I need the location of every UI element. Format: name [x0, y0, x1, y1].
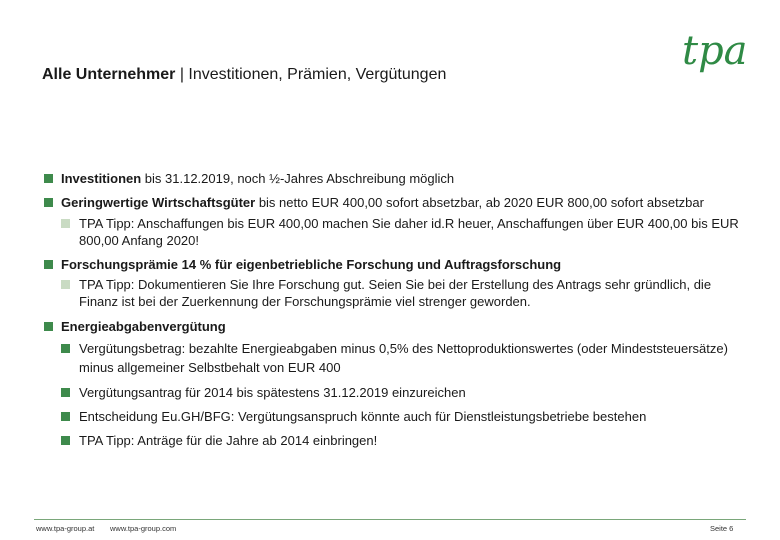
tpa-logo — [680, 22, 756, 86]
item-bold: Geringwertige Wirtschaftsgüter — [61, 195, 256, 210]
bullet-square-icon — [61, 219, 70, 228]
sub-item-entscheidung — [42, 407, 742, 426]
bullet-square-icon — [61, 436, 70, 445]
bullet-square-icon — [61, 412, 70, 421]
sub-item-gwg-tipp — [42, 215, 742, 249]
item-bold: Energieabgabenvergütung — [61, 319, 226, 334]
bullet-square-icon — [61, 344, 70, 353]
bullet-item-gwg — [42, 194, 742, 211]
footer-link-com[interactable]: www.tpa-group.com — [110, 524, 177, 533]
sub-item-text: TPA Tipp: Anträge für die Jahre ab 2014 einbringen! — [79, 433, 378, 448]
bullet-square-icon — [61, 388, 70, 397]
sub-item-forschung-tipp — [42, 276, 742, 310]
bullet-item-investitionen — [42, 170, 742, 187]
bullet-square-icon — [44, 322, 53, 331]
page-number: Seite 6 — [710, 524, 734, 533]
bullet-item-forschungspraemie — [42, 256, 742, 273]
logo-text: tpa — [682, 28, 748, 74]
slide-title — [42, 66, 446, 84]
bullet-square-icon — [44, 174, 53, 183]
footer-divider — [34, 519, 746, 520]
sub-item-text: Vergütungsbetrag: bezahlte Energieabgaben minus 0,5% des Nettoproduktionswertes (oder Mindeststeuersätze) minus allgemeiner Selbstbehalt von EUR 400 — [79, 341, 728, 375]
sub-item-text: Entscheidung Eu.GH/BFG: Vergütungsanspruch könnte auch für Dienstleistungsbetriebe bestehen — [79, 409, 647, 424]
title-rest: | Investitionen, Prämien, Vergütungen — [175, 66, 447, 83]
sub-item-text: TPA Tipp: Anschaffungen bis EUR 400,00 machen Sie daher id.R heuer, Anschaffungen über EUR 400,00 bis EUR 800,00 Anfang 2020! — [79, 216, 739, 248]
item-text: bis netto EUR 400,00 sofort absetzbar, ab 2020 EUR 800,00 sofort absetzbar — [255, 195, 704, 210]
sub-item-verguetungsbetrag — [42, 339, 742, 377]
sub-item-verguetungsantrag — [42, 383, 742, 402]
bullet-item-energieabgaben — [42, 318, 742, 335]
item-text: bis 31.12.2019, noch ½-Jahres Abschreibung möglich — [141, 171, 455, 186]
title-bold: Alle Unternehmer — [42, 66, 176, 83]
bullet-square-icon — [61, 280, 70, 289]
item-bold: Investitionen — [61, 171, 142, 186]
item-bold: Forschungsprämie 14 % für eigenbetriebliche Forschung und Auftragsforschung — [61, 257, 562, 272]
bullet-square-icon — [44, 260, 53, 269]
sub-item-energie-tipp — [42, 431, 742, 450]
footer-link-at[interactable]: www.tpa-group.at — [36, 524, 95, 533]
slide-content — [42, 170, 742, 450]
sub-item-text: Vergütungsantrag für 2014 bis spätestens 31.12.2019 einzureichen — [79, 385, 466, 400]
bullet-square-icon — [44, 198, 53, 207]
sub-item-text: TPA Tipp: Dokumentieren Sie Ihre Forschung gut. Seien Sie bei der Erstellung des Antrags sehr gründlich, die Finanz ist bei der Zuerkennung der Forschungsprämie viel strenger geworden. — [79, 277, 712, 309]
